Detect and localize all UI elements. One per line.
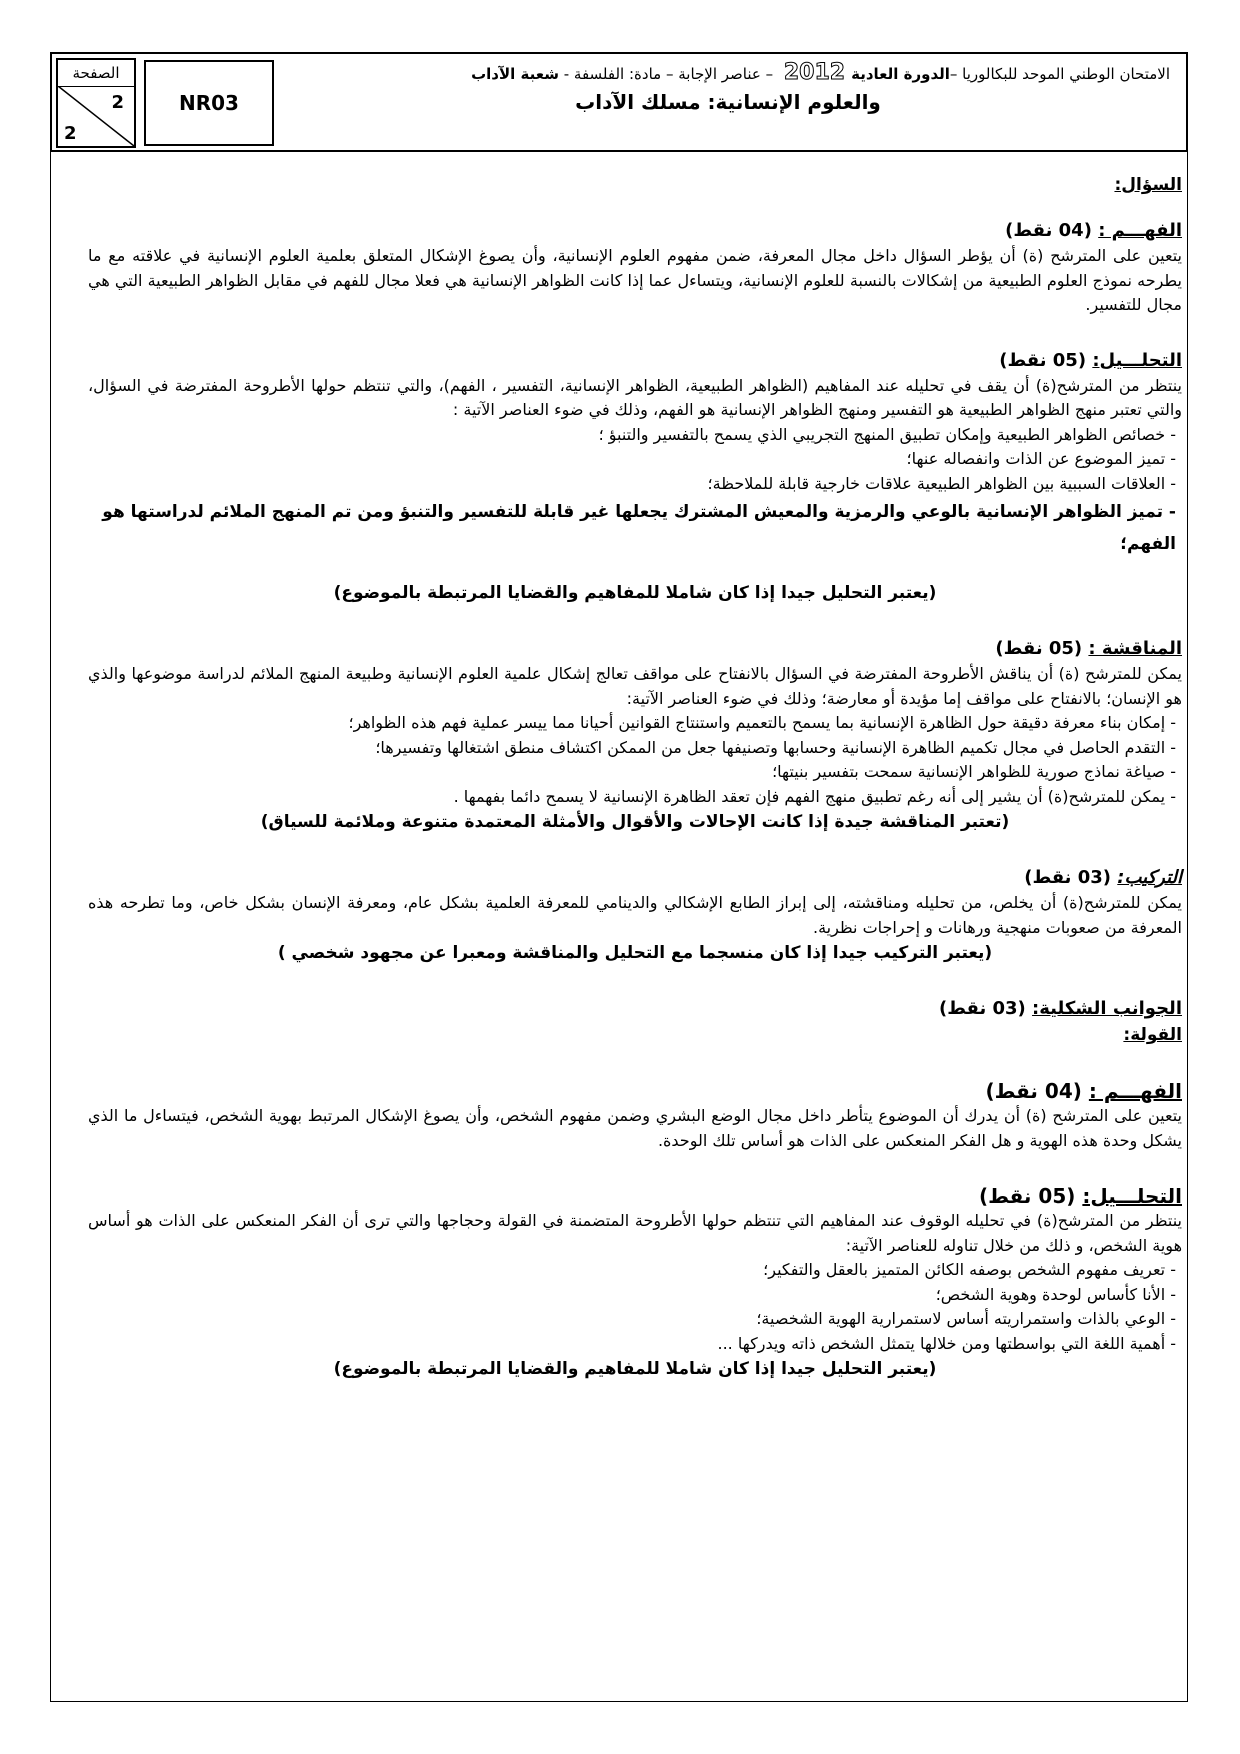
k-understanding-heading: الفهـــم : (04 نقط) [985, 1079, 1182, 1103]
k-analysis-note: (يعتبر التحليل جيدا إذا كان شاملا للمفاهيم والقضايا المرتبطة بالموضوع) [333, 1359, 937, 1379]
list-item: - إمكان بناء معرفة دقيقة حول الظاهرة الإنسانية بما يسمح بالتعميم واستنتاج القوانين أحيانا مما ييسر عملية فهم هذه الظواهر؛ [258, 711, 1182, 736]
q-understanding-heading: الفهـــم : (04 نقط) [1005, 220, 1182, 241]
q-synthesis-note: (يعتبر التركيب جيدا إذا كان منسجما مع التحليل والمناقشة ومعبرا عن مجهود شخصي ) [277, 943, 993, 963]
q-discussion-text: يمكن للمترشح (ة) أن يناقش الأطروحة المفترضة في السؤال بالانفتاح على مواقف تعالج إشكال علمية العلوم الإنسانية وطبيعة المنهج الملائم لدراسة موضوعها والذي هو الإنسان؛ بالانفتاح على مواقف إما مؤيدة أو معارضة؛ وذلك في ضوء العناصر الآتية: [88, 664, 1182, 708]
q-discussion-heading: المناقشة : (05 نقط) [995, 638, 1182, 659]
page-number: 2 [111, 92, 124, 113]
header-title [282, 60, 1174, 146]
answer-content [88, 172, 1182, 1382]
exam-code: NR03 [144, 60, 274, 146]
session-name: الدورة العادية [851, 65, 950, 83]
page-number-box [56, 58, 136, 148]
list-item: - صياغة نماذج صورية للظواهر الإنسانية سمحت بتفسير بنيتها؛ [258, 760, 1182, 785]
quote-section-title: القولة: [1123, 1025, 1182, 1045]
k-analysis-text: ينتظر من المترشح(ة) في تحليله الوقوف عند المفاهيم التي تنتظم حولها الأطروحة المتضمنة في القولة وحجاجها والتي ترى أن الفكر المنعكس على الذات هو أساس هوية الشخص، و ذلك من خلال تناوله للعناصر الآتية: [88, 1211, 1182, 1255]
k-analysis-list [88, 1258, 1182, 1356]
list-item: - الوعي بالذات واستمراريته أساس لاستمرارية الهوية الشخصية؛ [88, 1307, 1182, 1332]
exam-header [50, 52, 1188, 152]
q-analysis-list [88, 423, 1182, 561]
list-item: - العلاقات السببية بين الظواهر الطبيعية علاقات خارجية قابلة للملاحظة؛ [88, 472, 1182, 497]
q-synthesis-heading: التركيب: (03 نقط) [1024, 867, 1182, 888]
formal-aspects-heading: الجوانب الشكلية: (03 نقط) [938, 998, 1182, 1019]
list-item: - التقدم الحاصل في مجال تكميم الظاهرة الإنسانية وحسابها وتصنيفها جعل من الممكن اكتشاف منطق اشتغالها وتفسيرها؛ [258, 736, 1182, 761]
exam-year: 2012 [783, 60, 846, 85]
q-analysis-note: (يعتبر التحليل جيدا إذا كان شاملا للمفاهيم والقضايا المرتبطة بالموضوع) [333, 583, 937, 603]
list-item: - أهمية اللغة التي بواسطتها ومن خلالها يتمثل الشخص ذاته ويدركها ... [88, 1332, 1182, 1357]
list-item: - خصائص الظواهر الطبيعية وإمكان تطبيق المنهج التجريبي الذي يسمح بالتفسير والتنبؤ ؛ [88, 423, 1182, 448]
header-line-2: والعلوم الإنسانية: مسلك الآداب [575, 90, 881, 114]
page-total: 2 [64, 123, 77, 144]
list-item: - تميز الموضوع عن الذات وانفصاله عنها؛ [88, 447, 1182, 472]
k-analysis-heading: التحلـــيل: (05 نقط) [978, 1184, 1182, 1208]
q-synthesis-text: يمكن للمترشح(ة) أن يخلص، من تحليله ومناقشته، إلى إبراز الطابع الإشكالي والدينامي للمعرفة العلمية بشكل عام، ومعرفة الإنسان بشكل خاص، وما تطرحه هذه المعرفة من صعوبات منهجية ورهانات و إحراجات نظرية. [88, 893, 1182, 937]
list-item: - يمكن للمترشح(ة) أن يشير إلى أنه رغم تطبيق منهج الفهم فإن تعقد الظاهرة الإنسانية لا يسمح دائما بفهمها . [258, 785, 1182, 810]
q-discussion-note: (تعتبر المناقشة جيدة إذا كانت الإحالات والأقوال والأمثلة المعتمدة متنوعة وملائمة للسياق) [260, 812, 1010, 832]
exam-name: الامتحان الوطني الموحد للبكالوريا – [949, 65, 1170, 83]
list-item: - تعريف مفهوم الشخص بوصفه الكائن المتميز بالعقل والتفكير؛ [88, 1258, 1182, 1283]
q-discussion-list [88, 711, 1182, 809]
q-analysis-heading: التحلـــيل: (05 نقط) [999, 349, 1182, 371]
header-line-1 [282, 60, 1174, 87]
page-label: الصفحة [58, 60, 134, 87]
q-analysis-text: ينتظر من المترشح(ة) أن يقف في تحليله عند المفاهيم (الظواهر الطبيعية، الظواهر الإنسانية، التفسير ، الفهم)، والتي تنتظم حولها الأطروحة المفترضة في السؤال، والتي تعتبر منهج الظواهر الطبيعية هو التفسير ومنهج الظواهر الإنسانية هو الفهم، وذلك في ضوء العناصر الآتية : [88, 375, 1182, 419]
k-understanding-text: يتعين على المترشح (ة) أن يدرك أن الموضوع يتأطر داخل مجال الوضع البشري وضمن مفهوم الشخص، وأن يصوغ الإشكال المرتبط بهوية الشخص، فيتساءل ما الذي يشكل وحدة هذه الهوية و هل الفكر المنعكس على الذات هو أساس تلك الوحدة. [88, 1106, 1182, 1150]
list-item: - الأنا كأساس لوحدة وهوية الشخص؛ [88, 1283, 1182, 1308]
question-section-title: السؤال: [1114, 175, 1182, 195]
list-item: - تميز الظواهر الإنسانية بالوعي والرمزية والمعيش المشترك يجعلها غير قابلة للتفسير والتنبؤ ومن تم المنهج الملائم لدراستها هو الفهم؛ [88, 496, 1182, 560]
branch-name: شعبة الآداب [471, 65, 559, 83]
answer-elements-subject: – عناصر الإجابة – مادة: الفلسفة - [558, 65, 778, 83]
q-understanding-text: يتعين على المترشح (ة) أن يؤطر السؤال داخل مجال المعرفة، ضمن مفهوم العلوم الإنسانية، وأن يصوغ الإشكال المتعلق بعلمية العلوم الإنسانية في علاقته مع ما يطرحه نموذج العلوم الطبيعية من إشكالات بالنسبة للعلوم الإنسانية، ويتساءل عما إذا كانت الظواهر الإنسانية هي فعلا مجال للفهم في مقابل الظواهر الطبيعية التي هي مجال للتفسير. [88, 246, 1182, 314]
